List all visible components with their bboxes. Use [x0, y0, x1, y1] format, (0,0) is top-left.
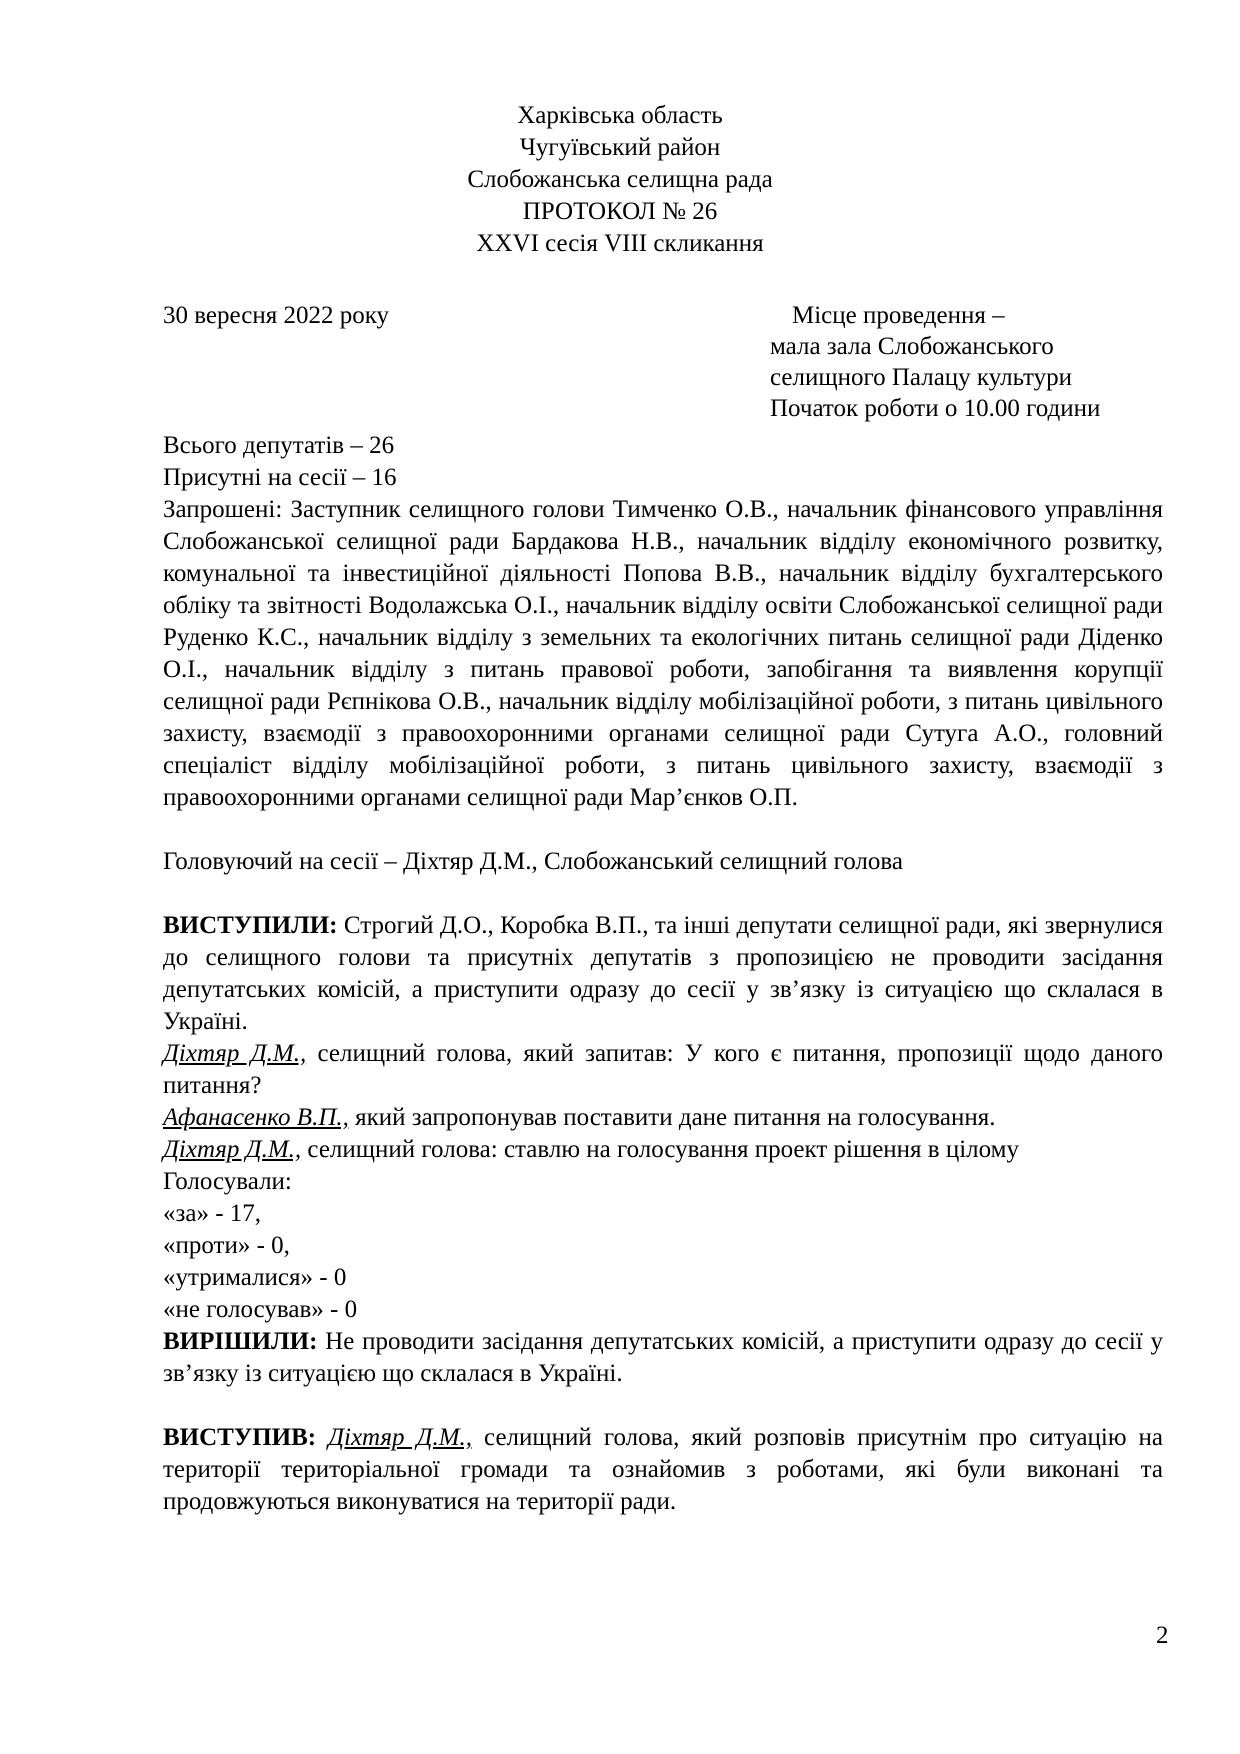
spoke-label: ВИСТУПИЛИ: [163, 912, 338, 939]
vote-for: «за» - 17, [163, 1200, 262, 1227]
speaker-name: Діхтяр Д.М., [328, 1424, 473, 1451]
venue-line-2: мала зала Слобожанського [770, 333, 1054, 360]
council-title: Слобожанська селищна рада [467, 166, 773, 193]
session-title: XXVI сесія VIII скликання [476, 230, 764, 257]
afanasenko-text: який запропонував поставити дане питання на голосування. [348, 1104, 996, 1131]
meeting-date: 30 вересня 2022 року [163, 302, 389, 329]
dikhtiar-question-text: селищний голова, який запитав: У кого є питання, пропозиції щодо даного питання? [163, 1040, 1163, 1099]
vote-abstained: «утрималися» - 0 [163, 1264, 347, 1291]
venue-line-3: селищного Палацу культури [770, 364, 1073, 391]
spacer [163, 814, 1163, 846]
vote-against: «проти» - 0, [163, 1232, 290, 1259]
dikhtiar-question-paragraph [163, 1038, 1163, 1102]
dikhtiar-vote-text: селищний голова: ставлю на голосування проект рішення в цілому [301, 1136, 1019, 1163]
voting-label: Голосували: [163, 1168, 292, 1195]
speech2-label: ВИСТУПИВ: [163, 1424, 317, 1451]
venue-block [770, 300, 1100, 424]
protocol-title: ПРОТОКОЛ № 26 [522, 198, 718, 225]
speaker-name: Діхтяр Д.М., [163, 1136, 302, 1163]
speech2-paragraph [163, 1422, 1163, 1518]
vote-not-voted: «не голосував» - 0 [163, 1296, 358, 1323]
protocol-body [163, 430, 1163, 1518]
dikhtiar-vote-paragraph [163, 1134, 1163, 1166]
spoke-text: Строгий Д.О., Коробка В.П., та інші депутати селищної ради, які звернулися до селищного голови та присутніх депутатів з пропозицією не проводити засідання депутатських комісій, а приступити одразу до сесії у зв’язку із ситуацією що склалася в Україні. [163, 912, 1163, 1035]
present-deputies: Присутні на сесії – 16 [163, 464, 397, 491]
chair-line: Головуючий на сесії – Діхтяр Д.М., Слобожанський селищний голова [163, 848, 903, 875]
total-deputies: Всього депутатів – 26 [163, 432, 395, 459]
venue-line-1: Місце проведення – [792, 302, 1005, 329]
afanasenko-paragraph [163, 1102, 1163, 1134]
region-title: Харківська область [517, 102, 723, 129]
spacer [163, 878, 1163, 910]
document-header [0, 100, 1240, 260]
district-title: Чугуївський район [519, 134, 721, 161]
decision-label: ВИРІШИЛИ: [163, 1328, 318, 1355]
venue-line-4: Початок роботи о 10.00 години [770, 395, 1101, 422]
spoke-paragraph [163, 910, 1163, 1038]
invited-paragraph: Запрошені: Заступник селищного голови Тимченко О.В., начальник фінансового управління Слобожанської селищної ради Бардакова Н.В., начальник відділу економічного розвитку, комунальної та інвестиційної діяльності Попова В.В., начальник відділу бухгалтерського обліку та звітності Водолажська О.І., начальник відділу освіти Слобожанської селищної ради Руденко К.С., начальник відділу з земельних та екологічних питань селищної ради Діденко О.І., начальник відділу з питань правової роботи, запобігання та виявлення корупції селищної ради Рєпнікова О.В., начальник відділу мобілізаційної роботи, з питань цивільного захисту, взаємодії з правоохоронними органами селищної ради Сутуга А.О., головний спеціаліст відділу мобілізаційної роботи, з питань цивільного захисту, взаємодії з правоохоронними органами селищної ради Мар’єнков О.П. [163, 496, 1163, 811]
speaker-name: Діхтяр Д.М., [163, 1040, 307, 1067]
page-number: 2 [1156, 1622, 1169, 1649]
spacer [163, 1390, 1163, 1422]
decision-text: Не проводити засідання депутатських комісій, а приступити одразу до сесії у зв’язку із ситуацією що склалася в Україні. [163, 1328, 1163, 1387]
speaker-name: Афанасенко В.П., [163, 1104, 349, 1131]
speech2-text: селищний голова, який розповів присутнім про ситуацію на території територіальної громади та ознайомив з роботами, які були виконані та продовжуються виконуватися на території ради. [163, 1424, 1163, 1515]
decision-paragraph [163, 1326, 1163, 1390]
